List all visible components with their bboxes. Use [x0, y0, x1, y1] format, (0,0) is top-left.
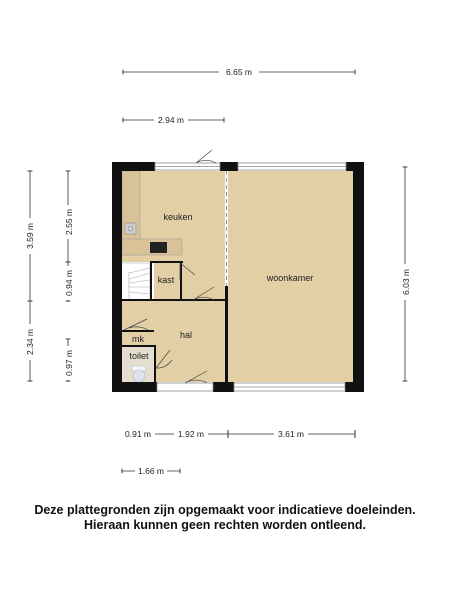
- room-label-toilet: toilet: [129, 351, 149, 361]
- dim-bottom-extra-label: 1.66 m: [138, 466, 164, 476]
- wall-mk-bottom: [122, 345, 156, 347]
- wall-top-mid: [220, 162, 238, 171]
- dimension-left-total: [23, 171, 37, 301]
- dim-left-total-label: 3.59 m: [25, 223, 35, 249]
- floor-areas: [122, 171, 353, 382]
- dimension-top-total: [123, 65, 355, 77]
- dimension-left-upper: [61, 171, 75, 262]
- dimension-bottom-extra: [122, 465, 180, 477]
- dim-left-mid-label: 0.94 m: [64, 270, 74, 296]
- room-label-keuken: keuken: [163, 212, 193, 222]
- room-label-mk: mk: [132, 334, 144, 344]
- wall-kast-left: [150, 261, 152, 301]
- dimension-right-total: [398, 167, 412, 381]
- dim-right-total-label: 6.03 m: [401, 269, 411, 295]
- dim-left-upper-label: 2.55 m: [64, 209, 74, 235]
- window-hall-bottom: [157, 383, 213, 391]
- door-kitchen-outside: [196, 150, 216, 163]
- wall-bottom-mid: [213, 382, 234, 392]
- dim-bottom-2-label: 1.92 m: [178, 429, 204, 439]
- room-label-kast: kast: [157, 275, 175, 285]
- dimension-left-lower-total: [23, 301, 37, 381]
- dim-left-lower-total-label: 2.34 m: [25, 329, 35, 355]
- room-label-woonkamer: woonkamer: [266, 273, 314, 283]
- wall-right: [353, 162, 364, 392]
- stove-icon: [150, 242, 167, 253]
- dim-bottom-3-label: 3.61 m: [278, 429, 304, 439]
- room-label-hal: hal: [179, 330, 193, 340]
- disclaimer-line-2: Hieraan kunnen geen rechten worden ontleend.: [84, 518, 366, 532]
- wall-kast-top: [150, 261, 183, 263]
- wall-mk-top: [122, 330, 154, 332]
- dimension-left-lower: [61, 339, 75, 381]
- dimension-bottom-row: [121, 428, 355, 440]
- dim-bottom-1-label: 0.91 m: [125, 429, 151, 439]
- dimension-left-mid: [61, 262, 75, 301]
- sink-icon: [125, 223, 136, 234]
- dim-left-lower-label: 0.97 m: [64, 350, 74, 376]
- wall-center: [225, 286, 228, 382]
- dim-top-total-label: 6.65 m: [226, 67, 252, 77]
- wall-bottom-left: [112, 382, 157, 392]
- wall-left: [112, 162, 122, 392]
- wall-toilet-right: [154, 345, 156, 382]
- dim-top-left-label: 2.94 m: [158, 115, 184, 125]
- disclaimer-line-1: Deze plattegronden zijn opgemaakt voor indicatieve doeleinden.: [34, 503, 416, 517]
- dimension-top-left: [123, 113, 224, 125]
- wall-bottom-right: [345, 382, 364, 392]
- wall-kast-bottom: [122, 299, 225, 301]
